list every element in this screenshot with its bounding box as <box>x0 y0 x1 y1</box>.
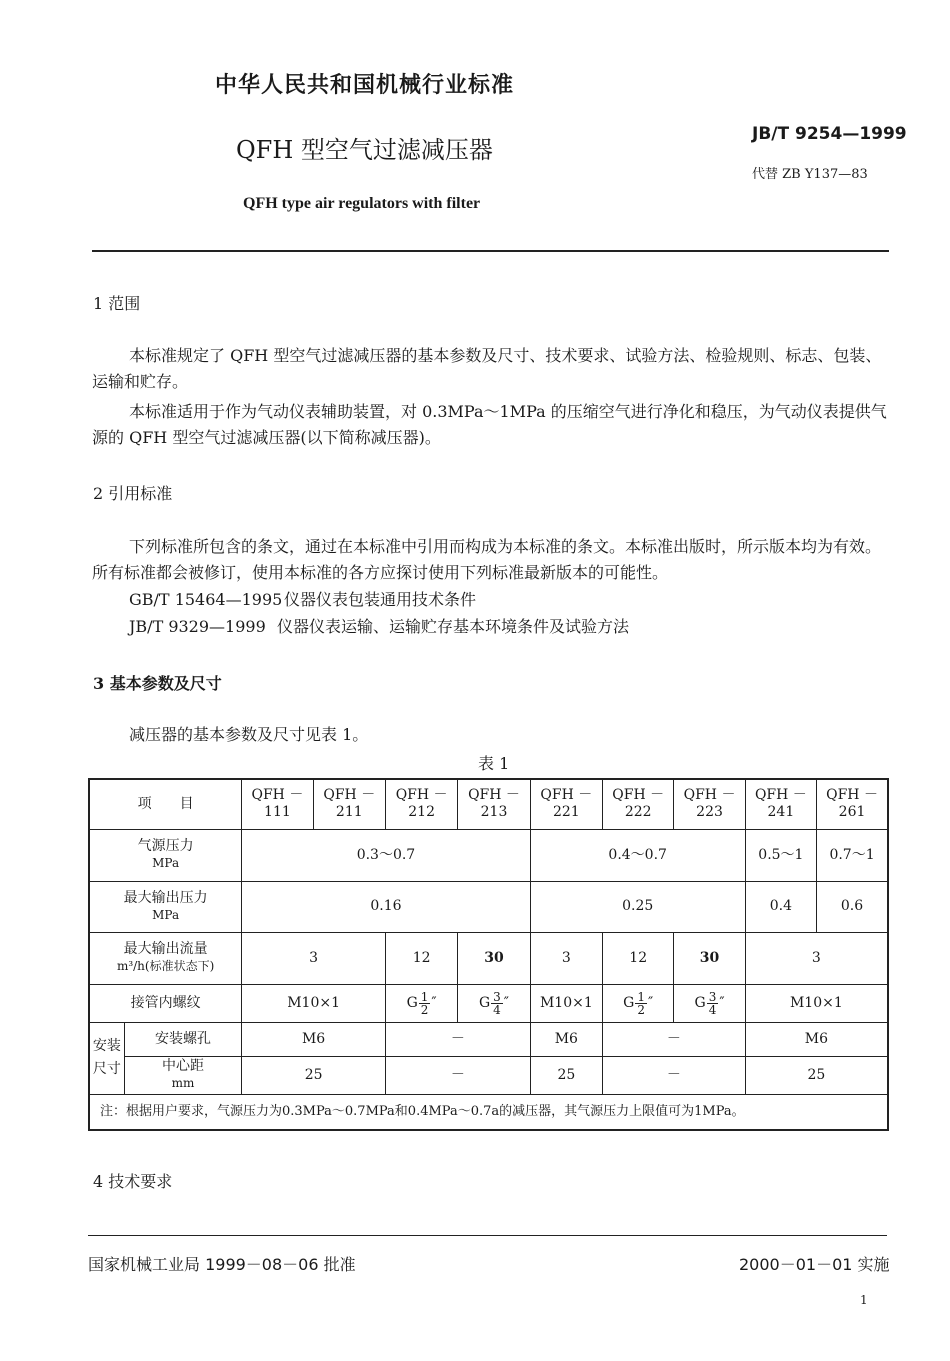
section-2-paragraph: 下列标准所包含的条文，通过在本标准中引用而构成为本标准的条文。本标准出版时，所示版本均为有效。所有标准都会被修订，使用本标准的各方应探讨使用下列标准最新版本的可能性。 <box>92 537 882 582</box>
table-row-thread <box>89 984 888 1022</box>
table-note-row <box>89 1094 888 1130</box>
table-cell: M6 <box>745 1022 888 1056</box>
table-cell: － <box>603 1056 746 1094</box>
section-1-paragraph-2: 本标准适用于作为气动仪表辅助装置，对 0.3MPa～1MPa 的压缩空气进行净化和稳压，为气动仪表提供气源的 QFH 型空气过滤减压器(以下简称减压器)。 <box>92 402 887 447</box>
row-label: 最大输出压力 MPa <box>89 881 242 932</box>
table-cell: 25 <box>745 1056 888 1094</box>
replaces-standard: 代替 ZB Y137—83 <box>752 167 868 182</box>
table-cell: 0.25 <box>530 881 745 932</box>
mount-group-label: 安装 尺寸 <box>89 1022 124 1094</box>
table-cell: G $\frac{1}{2}$ ″ <box>385 984 457 1022</box>
model-header: QFH － 111 <box>242 779 313 829</box>
reference-2-code: JB/T 9329—1999 <box>129 617 266 636</box>
model-header: QFH － 241 <box>745 779 816 829</box>
section-2-heading: 2 引用标准 <box>93 484 173 503</box>
table-cell: 3 <box>745 932 888 984</box>
table-cell: 0.6 <box>817 881 888 932</box>
approval-date: 国家机械工业局 1999－08－06 批准 <box>88 1255 356 1274</box>
table-cell: 30 <box>458 932 530 984</box>
table-caption: 表 1 <box>478 754 510 773</box>
table-cell: G $\frac{3}{4}$ ″ <box>458 984 530 1022</box>
table-cell: － <box>385 1022 530 1056</box>
model-header: QFH － 211 <box>313 779 385 829</box>
table-row-supply-pressure <box>89 829 888 881</box>
table-cell: G $\frac{3}{4}$ ″ <box>674 984 745 1022</box>
table-row-mounting-hole <box>89 1022 888 1056</box>
section-3-heading: 3 基本参数及尺寸 <box>93 674 222 693</box>
section-1-heading: 1 范围 <box>93 294 141 313</box>
table-cell: 0.3～0.7 <box>242 829 530 881</box>
row-label: 中心距 mm <box>124 1056 242 1094</box>
table-row-max-output-flow <box>89 932 888 984</box>
section-3-paragraph: 减压器的基本参数及尺寸见表 1。 <box>129 725 369 744</box>
page-number: 1 <box>860 1293 868 1307</box>
table-cell: 3 <box>242 932 386 984</box>
table-cell: 25 <box>530 1056 602 1094</box>
table-cell: M6 <box>530 1022 602 1056</box>
table-cell: 0.5～1 <box>745 829 816 881</box>
table-cell: 12 <box>603 932 674 984</box>
reference-1-code: GB/T 15464—1995 <box>129 590 283 609</box>
implementation-date: 2000－01－01 实施 <box>739 1255 890 1274</box>
table-note: 注：根据用户要求，气源压力为0.3MPa～0.7MPa和0.4MPa～0.7a的减压器，其气源压力上限值可为1MPa。 <box>89 1094 888 1130</box>
org-title: 中华人民共和国机械行业标准 <box>215 72 515 98</box>
row-label: 最大输出流量 m³/h(标准状态下) <box>89 932 242 984</box>
title-chinese: QFH 型空气过滤减压器 <box>236 136 493 164</box>
model-header: QFH － 222 <box>603 779 674 829</box>
table-cell: 0.4 <box>745 881 816 932</box>
model-header: QFH － 221 <box>530 779 602 829</box>
row-label: 接管内螺纹 <box>89 984 242 1022</box>
reference-2-title: 仪器仪表运输、运输贮存基本环境条件及试验方法 <box>277 617 630 636</box>
table-cell: 0.7～1 <box>817 829 888 881</box>
row-label: 安装螺孔 <box>124 1022 242 1056</box>
standard-number: JB/T 9254—1999 <box>752 124 907 144</box>
table-cell: M10×1 <box>745 984 888 1022</box>
item-header: 项 目 <box>89 779 242 829</box>
parameters-table <box>88 778 889 1131</box>
table-cell: 3 <box>530 932 602 984</box>
table-cell: G $\frac{1}{2}$ ″ <box>603 984 674 1022</box>
footer-rule <box>88 1235 887 1236</box>
table-row-center-distance <box>89 1056 888 1094</box>
table-cell: 0.4～0.7 <box>530 829 745 881</box>
section-1-paragraph-1: 本标准规定了 QFH 型空气过滤减压器的基本参数及尺寸、技术要求、试验方法、检验规则、标志、包装、运输和贮存。 <box>92 346 882 391</box>
table-cell: － <box>385 1056 530 1094</box>
table-cell: M6 <box>242 1022 386 1056</box>
header-rule <box>92 250 889 252</box>
table-row-max-output-pressure <box>89 881 888 932</box>
model-header: QFH － 261 <box>817 779 888 829</box>
reference-1-title: 仪器仪表包装通用技术条件 <box>284 590 477 609</box>
table-cell: M10×1 <box>530 984 602 1022</box>
table-cell: 30 <box>674 932 745 984</box>
model-header: QFH － 213 <box>458 779 530 829</box>
table-cell: 0.16 <box>242 881 530 932</box>
table-header-row <box>89 779 888 829</box>
table-cell: M10×1 <box>242 984 386 1022</box>
title-english: QFH type air regulators with filter <box>243 195 481 212</box>
model-header: QFH － 223 <box>674 779 745 829</box>
model-header: QFH － 212 <box>385 779 457 829</box>
section-4-heading: 4 技术要求 <box>93 1172 173 1191</box>
row-label: 气源压力 MPa <box>89 829 242 881</box>
table-cell: － <box>603 1022 746 1056</box>
table-cell: 25 <box>242 1056 386 1094</box>
table-cell: 12 <box>385 932 457 984</box>
